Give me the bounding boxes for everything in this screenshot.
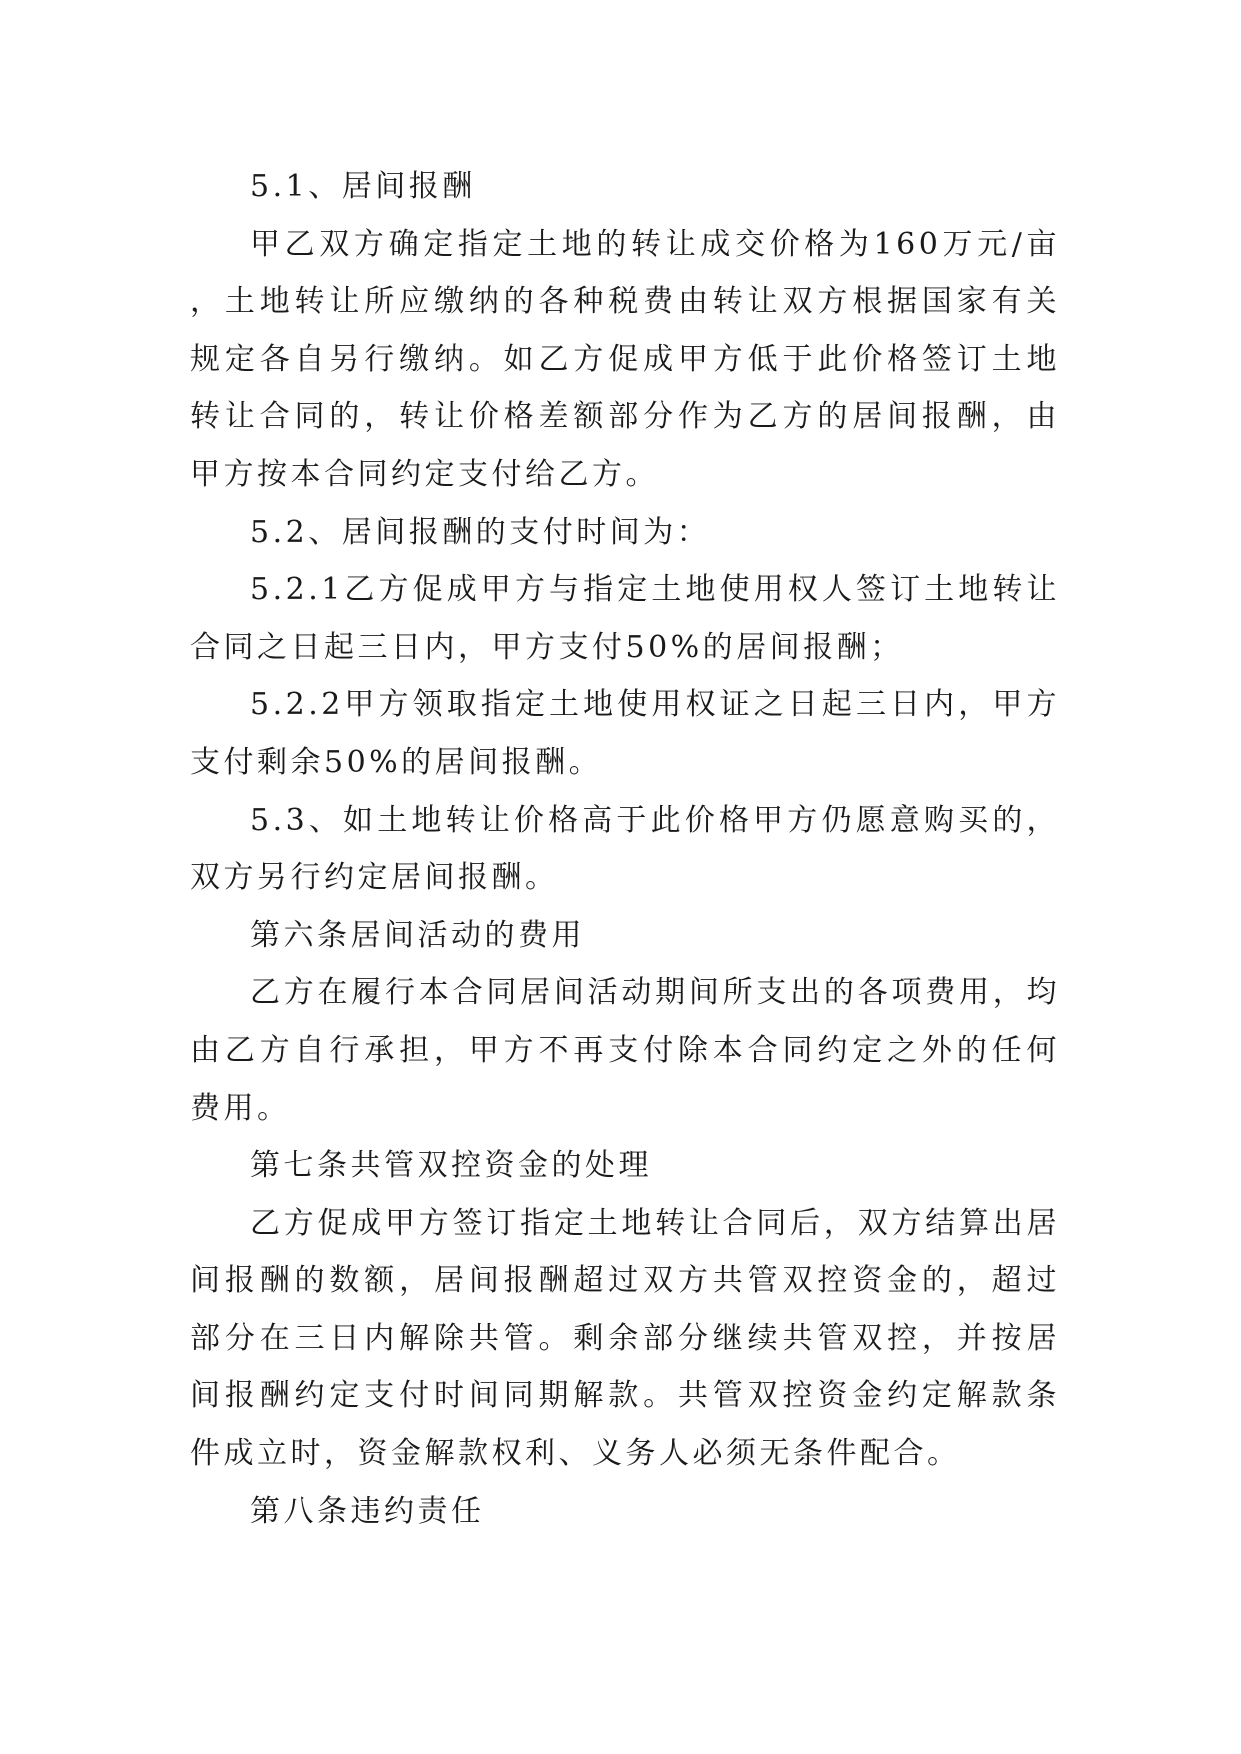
article-6-text: 乙方在履行本合同居间活动期间所支出的各项费用，均由乙方自行承担，甲方不再支付除本合同约定之外的任何费用。 [190, 975, 1060, 1126]
clause-5-3-text: 5.3、如土地转让价格高于此价格甲方仍愿意购买的，双方另行约定居间报酬。 [190, 802, 1060, 896]
clause-5-2-2-text: 5.2.2甲方领取指定土地使用权证之日起三日内，甲方支付剩余50%的居间报酬。 [190, 687, 1060, 780]
article-7-heading: 第七条共管双控资金的处理 [250, 1148, 652, 1184]
clause-5-2-heading: 5.2、居间报酬的支付时间为： [250, 514, 711, 550]
clause-5-1-heading: 5.1、居间报酬 [250, 169, 476, 204]
clause-5-1-text: 甲乙双方确定指定土地的转让成交价格为160万元/亩，土地转让所应缴纳的各种税费由转让双方根据国家有关规定各自另行缴纳。如乙方促成甲方低于此价格签订土地转让合同的，转让价格差额部分作为乙方的居间报酬，由甲方按本合同约定支付给乙方。 [190, 226, 1060, 492]
article-6-heading: 第六条居间活动的费用 [250, 917, 585, 953]
document-body [190, 158, 1060, 1540]
article-8-heading: 第八条违约责任 [250, 1493, 485, 1529]
article-7-text: 乙方促成甲方签订指定土地转让合同后，双方结算出居间报酬的数额，居间报酬超过双方共管双控资金的，超过部分在三日内解除共管。剩余部分继续共管双控，并按居间报酬约定支付时间同期解款。共管双控资金约定解款条件成立时，资金解款权利、义务人必须无条件配合。 [190, 1205, 1060, 1472]
clause-5-2-1-text: 5.2.1乙方促成甲方与指定土地使用权人签订土地转让合同之日起三日内，甲方支付50%的居间报酬； [190, 572, 1060, 665]
